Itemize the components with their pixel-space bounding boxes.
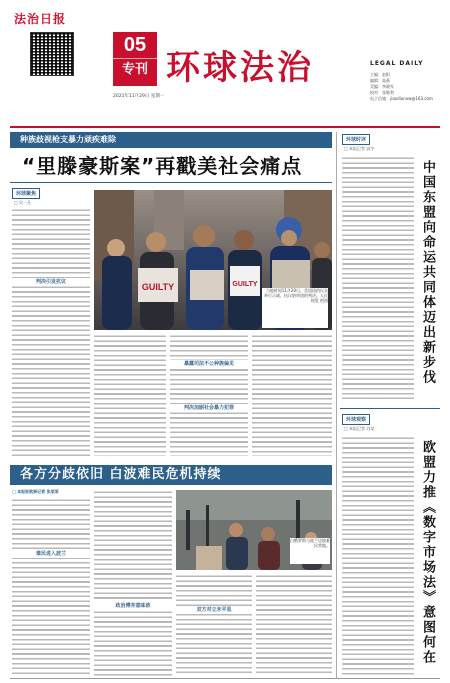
comment2-title: 欧盟力推《数字市场法》意图何在	[420, 440, 435, 665]
svg-text:GUILTY: GUILTY	[141, 282, 175, 292]
story2-body-column-2	[94, 490, 172, 676]
legal-daily-wordmark: LEGAL DAILY	[370, 60, 424, 67]
story1-subhead: 判决加剧社会暴力犯罪	[170, 404, 248, 412]
story2-subhead: 难民进入波兰	[12, 550, 90, 558]
issue-number: 05	[123, 34, 147, 56]
comment1-body	[342, 156, 414, 402]
qr-code-icon	[30, 32, 74, 76]
story1-headline: “里滕豪斯案”再戳美社会痛点	[22, 154, 303, 178]
story1-photo-caption: 当地时间11月20日，美国纽约民众举行示威，抗议陪审团的判决。人民视觉 供图	[262, 288, 328, 328]
story1-body-column-2	[94, 334, 166, 456]
comment1-byline: □ 本报记者 高宇	[344, 146, 375, 151]
credit-line: 主编：赵阳	[370, 72, 390, 77]
masthead-rule	[10, 126, 440, 128]
issue-badge	[113, 32, 157, 86]
story2-body-column-1	[12, 498, 90, 676]
story1-kicker: 种族歧视枪支暴力顽疾难除	[10, 132, 332, 148]
story2-body-column-3	[176, 574, 252, 676]
right-column-divider	[340, 408, 440, 409]
issue-label: 专刊	[113, 58, 157, 81]
story1-subhead: 判决引发抗议	[12, 278, 90, 286]
story1-body-column-4	[252, 334, 332, 456]
story2-banner: 各方分歧依旧 白波难民危机持续	[10, 465, 332, 485]
comment2-body	[342, 436, 414, 676]
footer-rule	[10, 678, 440, 679]
svg-text:GUILTY: GUILTY	[232, 281, 258, 288]
section-title: 环球法治	[166, 48, 314, 88]
story2-body-column-4	[256, 574, 332, 676]
story1-body-column-1	[12, 208, 90, 456]
comment1-title: 中国东盟向命运共同体迈出新步伐	[420, 160, 435, 385]
comment2-label: 环球观察	[342, 414, 370, 425]
story2-source: □ 本报驻欧洲记者 张某某	[12, 489, 59, 494]
story2-subhead: 双方对立未平息	[176, 606, 252, 614]
column-divider	[336, 132, 337, 678]
credit-line: 美编：李晓军	[370, 84, 394, 89]
comment1-label: 环球时评	[342, 134, 370, 145]
paper-logo: 法治日报	[14, 12, 67, 26]
masthead	[0, 0, 450, 128]
story1-subhead: 暴露司法不公种族偏见	[170, 360, 248, 368]
story1-body-column-3	[170, 334, 248, 456]
issue-date: 2021年11月29日 星期一	[113, 94, 165, 99]
credits	[370, 72, 433, 102]
story1-byline: □ 吴一凡	[14, 200, 32, 205]
comment2-byline: □ 本报记者 苏某	[344, 426, 375, 431]
story1-column-label: 环球聚焦	[12, 188, 40, 199]
credit-line: 电子信箱：jiaodianxw@163.com	[370, 96, 433, 101]
credit-line: 编辑：高燕	[370, 78, 390, 83]
credit-line: 校对：张敏利	[370, 90, 394, 95]
story2-subhead: 政治博弈意味浓	[94, 602, 172, 610]
headline-rule	[10, 182, 332, 183]
story2-photo-caption: 白俄罗斯与波兰边境难民营地。	[290, 538, 330, 564]
